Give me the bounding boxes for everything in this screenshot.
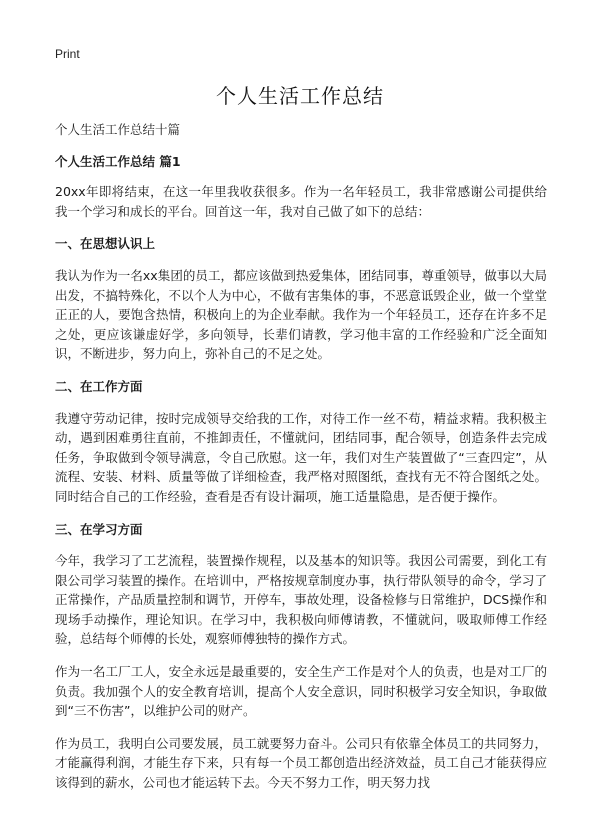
page-title: 个人生活工作总结 [216, 84, 384, 108]
document-body [55, 120, 547, 806]
print-link[interactable]: Print [55, 47, 80, 61]
section-heading: 一、在思想认识上 [55, 236, 156, 252]
document-subtitle: 个人生活工作总结十篇 [55, 122, 181, 137]
section-paragraph: 作为员工，我明白公司要发展，员工就要努力奋斗。公司只有依靠全体员工的共同努力，才能赢得利润，才能生存下来，只有每一个员工都创造出经济效益，员工自己才能获得应该得到的薪水，公司也才能运转下去。今天不努力工作，明天努力找 [55, 735, 547, 791]
intro-paragraph: 20xx年即将结束，在这一年里我收获很多。作为一名年轻员工，我非常感谢公司提供给我一个学习和成长的平台。回首这一年，我对自己做了如下的总结： [55, 184, 547, 219]
section-paragraph: 我遵守劳动记律，按时完成领导交给我的工作，对待工作一丝不苟，精益求精。我积极主动，遇到困难勇往直前，不推卸责任，不懂就问，团结同事，配合领导，创造条件去完成任务，争取做到令领导满意，令自己欣慰。这一年，我们对生产装置做了“三查四定”，从流程、安装、材料、质量等做了详细检查，我严格对照图纸，查找有无不符合图纸之处。同时结合自己的工作经验，查看是否有设计漏项，施工适量隐患，是否便于操作。 [55, 410, 547, 504]
section-paragraph: 我认为作为一名xx集团的员工，都应该做到热爱集体，团结同事，尊重领导，做事以大局出发，不搞特殊化，不以个人为中心，不做有害集体的事，不恶意诋毁企业，做一个堂堂正正的人，要饱含热情，积极向上的为企业奉献。我作为一个年轻员工，还存在许多不足之处，更应该谦虚好学，多向领导，长辈们请教，学习他丰富的工作经验和广泛全面知识，不断进步，努力向上，弥补自己的不足之处。 [55, 267, 547, 362]
section-paragraph: 今年，我学习了工艺流程，装置操作规程，以及基本的知识等。我因公司需要，到化工有限公司学习装置的操作。在培训中，严格按规章制度办事，执行带队领导的命令，学习了正常操作，产品质量控制和调节，开停车，事故处理，设备检修与日常维护，DCS操作和现场手动操作，理论知识。在学习中，我积极向师傅请教，不懂就问，吸取师傅工作经验，总结每个师傅的长处，观察师傅独特的操作方式。 [55, 553, 547, 647]
section-heading: 二、在工作方面 [55, 378, 143, 394]
article-heading: 个人生活工作总结 篇1 [55, 153, 181, 169]
section-heading: 三、在学习方面 [55, 521, 143, 537]
section-paragraph: 作为一名工厂工人，安全永远是最重要的，安全生产工作是对个人的负责，也是对工厂的负责。我加强个人的安全教育培训，提高个人安全意识，同时积极学习安全知识，争取做到“三不伤害”，以维护公司的财产。 [55, 664, 547, 719]
